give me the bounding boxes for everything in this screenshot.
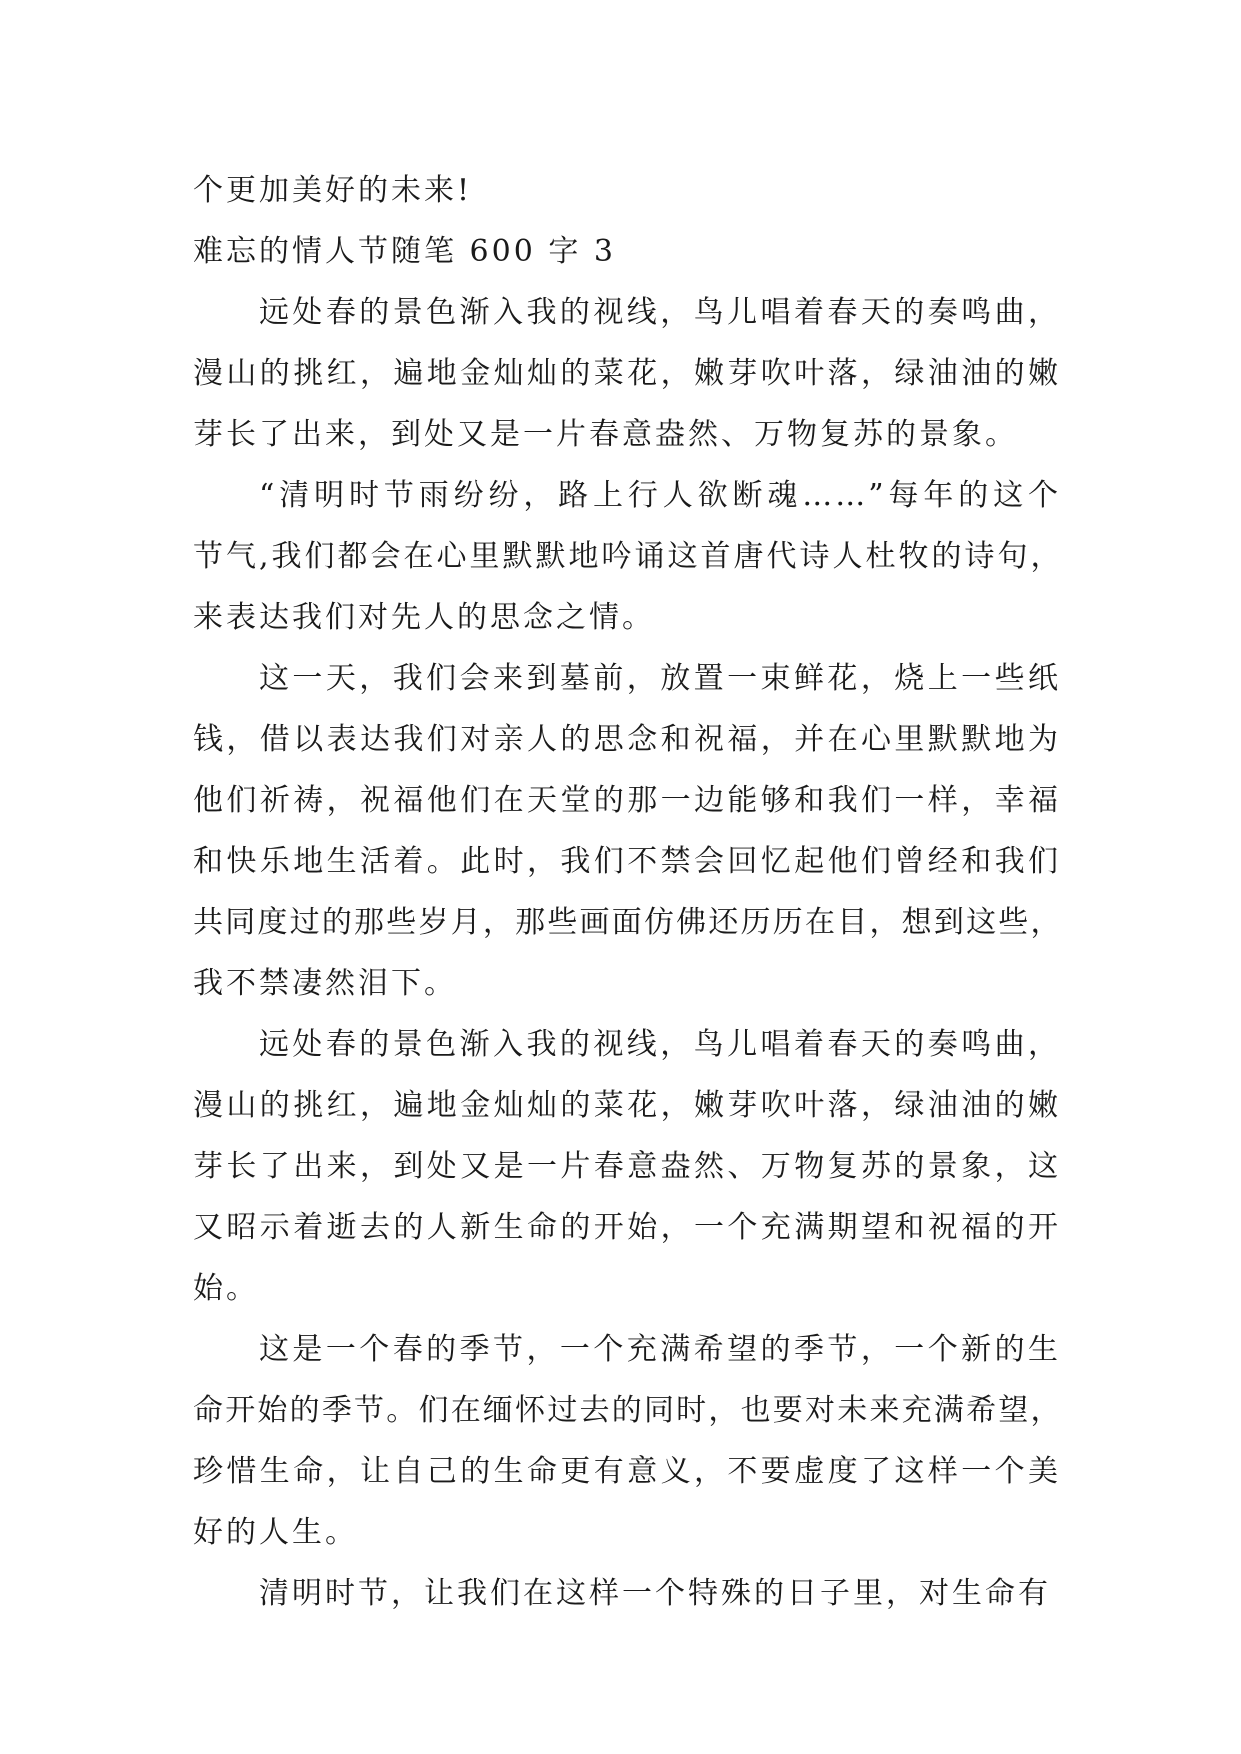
text-line: 远处春的景色渐入我的视线，鸟儿唱着春天的奏鸣曲， xyxy=(259,1027,1061,1062)
text-line: 节气,我们都会在心里默默地吟诵这首唐代诗人杜牧的诗句， xyxy=(193,539,1061,574)
text-line: “清明时节雨纷纷，路上行人欲断魂……”每年的这个 xyxy=(259,478,1061,513)
text-line: 清明时节，让我们在这样一个特殊的日子里，对生命有 xyxy=(259,1576,1051,1611)
text-line: 这一天，我们会来到墓前，放置一束鲜花，烧上一些纸 xyxy=(259,661,1061,696)
text-line: 和快乐地生活着。此时，我们不禁会回忆起他们曾经和我们 xyxy=(193,844,1061,879)
text-line: 这是一个春的季节，一个充满希望的季节，一个新的生 xyxy=(259,1332,1061,1367)
text-line: 远处春的景色渐入我的视线，鸟儿唱着春天的奏鸣曲， xyxy=(259,295,1061,330)
text-line: 共同度过的那些岁月，那些画面仿佛还历历在目，想到这些， xyxy=(193,905,1061,940)
text-line: 芽长了出来，到处又是一片春意盎然、万物复苏的景象。 xyxy=(193,417,1018,452)
text-line: 珍惜生命，让自己的生命更有意义，不要虚度了这样一个美 xyxy=(193,1454,1061,1489)
text-line: 来表达我们对先人的思念之情。 xyxy=(193,600,655,635)
text-line: 我不禁凄然泪下。 xyxy=(193,966,457,1001)
text-line: 个更加美好的未来! xyxy=(193,173,473,208)
text-line: 又昭示着逝去的人新生命的开始，一个充满期望和祝福的开 xyxy=(193,1210,1061,1245)
text-line: 钱，借以表达我们对亲人的思念和祝福，并在心里默默地为 xyxy=(193,722,1061,757)
text-line: 始。 xyxy=(193,1271,259,1306)
text-line: 漫山的挑红，遍地金灿灿的菜花，嫩芽吹叶落，绿油油的嫩 xyxy=(193,356,1061,391)
text-line: 芽长了出来，到处又是一片春意盎然、万物复苏的景象，这 xyxy=(193,1149,1061,1184)
section-heading: 难忘的情人节随笔 600 字 3 xyxy=(193,234,616,269)
document-body xyxy=(193,160,1061,1624)
text-line: 他们祈祷，祝福他们在天堂的那一边能够和我们一样，幸福 xyxy=(193,783,1061,818)
text-line: 好的人生。 xyxy=(193,1515,358,1550)
text-line: 命开始的季节。们在缅怀过去的同时，也要对未来充满希望， xyxy=(193,1393,1061,1428)
text-line: 漫山的挑红，遍地金灿灿的菜花，嫩芽吹叶落，绿油油的嫩 xyxy=(193,1088,1061,1123)
